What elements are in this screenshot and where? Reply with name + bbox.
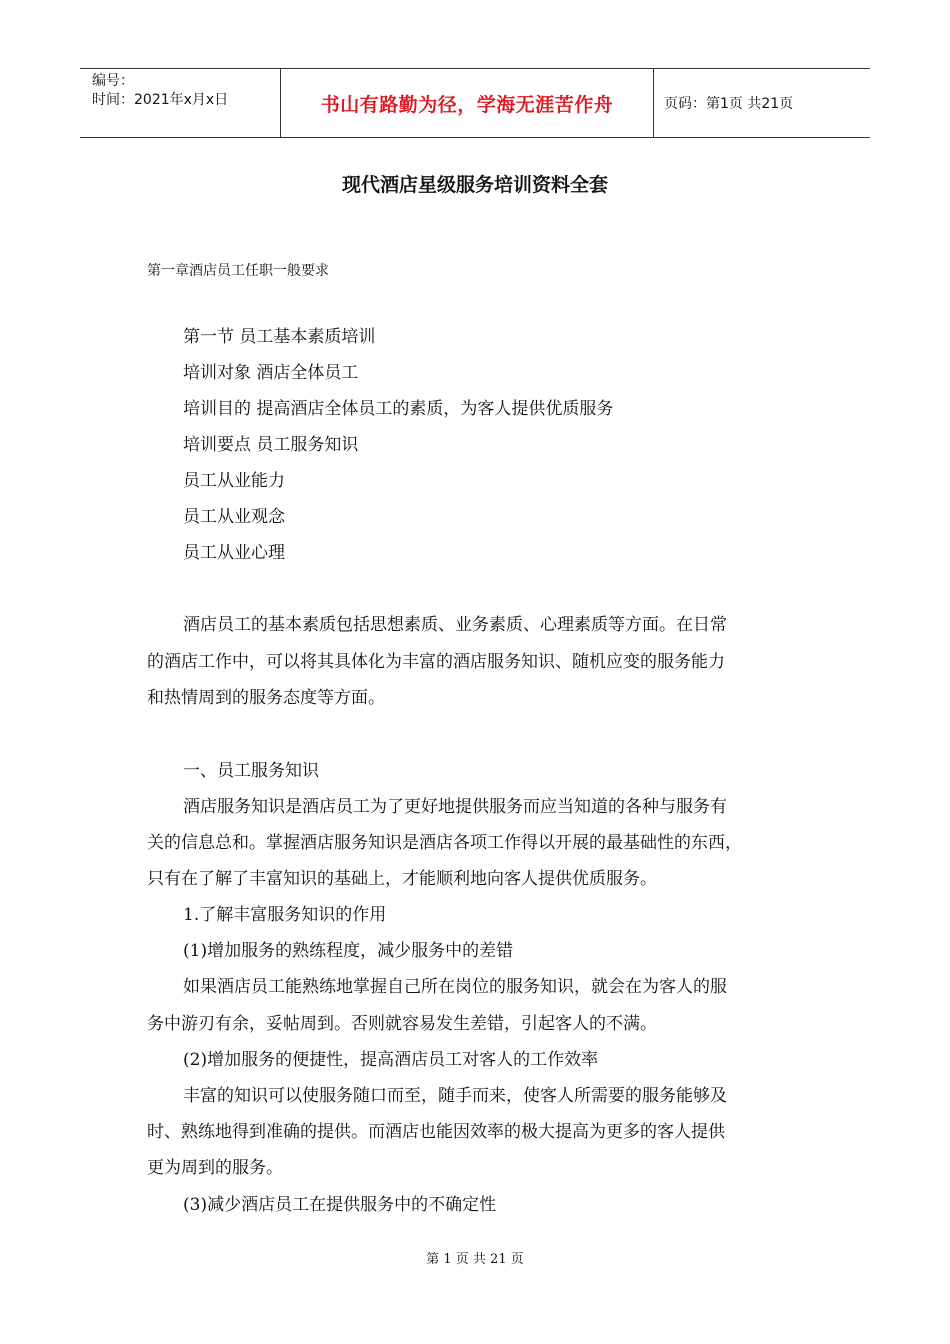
- training-target: 培训对象 酒店全体员工: [183, 363, 359, 383]
- part1-paragraph-line: 只有在了解了丰富知识的基础上，才能顺利地向客人提供优质服务。: [147, 869, 657, 889]
- subsection-heading: 1.了解丰富服务知识的作用: [183, 905, 387, 925]
- list-item-heading: (3)减少酒店员工在提供服务中的不确定性: [183, 1195, 497, 1215]
- training-point-psychology: 员工从业心理: [183, 543, 285, 563]
- training-point-concept: 员工从业观念: [183, 507, 285, 527]
- document-title: 现代酒店星级服务培训资料全套: [341, 174, 608, 196]
- training-point-ability: 员工从业能力: [183, 471, 285, 491]
- list-item-heading: (1)增加服务的熟练程度，减少服务中的差错: [183, 941, 514, 961]
- part1-heading: 一、员工服务知识: [183, 761, 319, 781]
- page-footer: 第 1 页 共 21 页: [426, 1252, 524, 1267]
- list-item-heading: (2)增加服务的便捷性，提高酒店员工对客人的工作效率: [183, 1050, 599, 1070]
- document-time-label: 时间：2021年x月x日: [92, 92, 229, 108]
- part1-paragraph-line: 酒店服务知识是酒店员工为了更好地提供服务而应当知道的各种与服务有: [183, 797, 727, 817]
- document-number-label: 编号：: [92, 73, 134, 89]
- list-item-text-line: 丰富的知识可以使服务随口而至，随手而来，使客人所需要的服务能够及: [183, 1086, 727, 1106]
- training-purpose: 培训目的 提高酒店全体员工的素质，为客人提供优质服务: [183, 399, 614, 419]
- list-item-text-line: 务中游刃有余，妥帖周到。否则就容易发生差错，引起客人的不满。: [147, 1014, 657, 1034]
- list-item-text-line: 如果酒店员工能熟练地掌握自己所在岗位的服务知识，就会在为客人的服: [183, 977, 727, 997]
- header-info-cell: [80, 69, 281, 137]
- chapter-heading: 第一章酒店员工任职一般要求: [147, 263, 329, 279]
- header-motto: 书山有路勤为径，学海无涯苦作舟: [281, 69, 654, 137]
- section-heading: 第一节 员工基本素质培训: [183, 327, 376, 347]
- list-item-text-line: 时、熟练地得到准确的提供。而酒店也能因效率的极大提高为更多的客人提供: [147, 1122, 725, 1142]
- intro-paragraph-line: 酒店员工的基本素质包括思想素质、业务素质、心理素质等方面。在日常: [183, 615, 727, 635]
- intro-paragraph-line: 和热情周到的服务态度等方面。: [147, 688, 385, 708]
- part1-paragraph-line: 关的信息总和。掌握酒店服务知识是酒店各项工作得以开展的最基础性的东西，: [147, 833, 742, 853]
- list-item-text-line: 更为周到的服务。: [147, 1158, 283, 1178]
- header-page-code: 页码：第1页 共21页: [664, 96, 794, 112]
- training-points: 培训要点 员工服务知识: [183, 435, 359, 455]
- header-table: [80, 68, 870, 138]
- intro-paragraph-line: 的酒店工作中，可以将其具体化为丰富的酒店服务知识、随机应变的服务能力: [147, 652, 725, 672]
